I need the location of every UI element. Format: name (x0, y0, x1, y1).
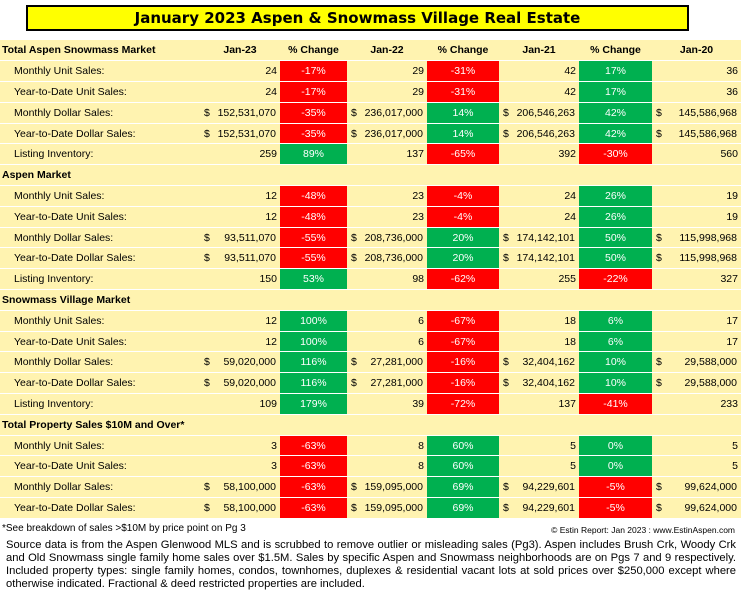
value-cell (200, 477, 280, 498)
row-label: Year-to-Date Dollar Sales: (0, 123, 200, 144)
row-label: Monthly Unit Sales: (0, 186, 200, 207)
pct-change-cell: 116% (280, 373, 347, 394)
value-cell: 24 (200, 82, 280, 103)
value-cell (347, 477, 427, 498)
value-cell: 6 (347, 310, 427, 331)
value-cell: 233 (652, 394, 741, 415)
currency-sign: $ (204, 252, 210, 265)
pct-change-cell: -48% (280, 206, 347, 227)
amount: 174,142,101 (516, 252, 575, 265)
amount: 32,404,162 (522, 356, 575, 369)
report-title: January 2023 Aspen & Snowmass Village Real Estate (26, 5, 689, 31)
value-cell (652, 227, 741, 248)
currency-sign: $ (656, 356, 662, 369)
table-row (0, 227, 741, 248)
table-row (0, 331, 741, 352)
currency-sign: $ (656, 377, 662, 390)
table-row (0, 144, 741, 165)
value-cell: 109 (200, 394, 280, 415)
pct-change-cell: 20% (427, 227, 499, 248)
value-cell (652, 373, 741, 394)
amount: 99,624,000 (684, 481, 737, 494)
currency-sign: $ (656, 106, 662, 119)
value-cell (499, 498, 579, 519)
table-row (0, 102, 741, 123)
table-row (0, 186, 741, 207)
value-cell: 39 (347, 394, 427, 415)
header-pct-1: % Change (280, 40, 347, 61)
value-cell: 8 (347, 456, 427, 477)
value-cell (499, 373, 579, 394)
pct-change-cell: -63% (280, 498, 347, 519)
row-label: Listing Inventory: (0, 394, 200, 415)
market-table (0, 40, 741, 519)
pct-change-cell: -5% (579, 477, 652, 498)
pct-change-cell: 69% (427, 477, 499, 498)
amount: 59,020,000 (223, 377, 276, 390)
value-cell (499, 227, 579, 248)
row-label: Monthly Unit Sales: (0, 435, 200, 456)
currency-sign: $ (204, 127, 210, 140)
value-cell: 5 (499, 456, 579, 477)
value-cell (200, 498, 280, 519)
pct-change-cell: -35% (280, 123, 347, 144)
table-row (0, 352, 741, 373)
amount: 58,100,000 (223, 481, 276, 494)
row-label: Year-to-Date Dollar Sales: (0, 248, 200, 269)
value-cell (347, 373, 427, 394)
value-cell (652, 477, 741, 498)
value-cell (652, 352, 741, 373)
value-cell (347, 352, 427, 373)
section-heading (0, 290, 741, 311)
pct-change-cell: -16% (427, 352, 499, 373)
value-cell: 137 (347, 144, 427, 165)
table-row (0, 61, 741, 82)
value-cell (347, 227, 427, 248)
amount: 152,531,070 (217, 106, 276, 119)
pct-change-cell: 42% (579, 123, 652, 144)
section-heading (0, 165, 741, 186)
row-label: Monthly Dollar Sales: (0, 352, 200, 373)
value-cell (499, 352, 579, 373)
pct-change-cell: 0% (579, 456, 652, 477)
table-row (0, 435, 741, 456)
currency-sign: $ (656, 481, 662, 494)
pct-change-cell: -17% (280, 61, 347, 82)
pct-change-cell: 53% (280, 269, 347, 290)
currency-sign: $ (204, 231, 210, 244)
table-row (0, 456, 741, 477)
currency-sign: $ (351, 127, 357, 140)
value-cell (347, 123, 427, 144)
source-note: Source data is from the Aspen Glenwood MLS and is scrubbed to remove outlier or misleading sales (Pg3). Aspen includes Brush Crk, Woody Crk and Old Snowmass single family home sales over $1.5M. Sales by specific Aspen and Snowmass neighborhoods are on Pgs 7 and 9 respectively. Included property types: single family homes, condos, townhomes, duplexes & residential vacant lots at sold prices over $250,000 except where otherwise indicated. Fractional & deed restricted properties are included. (6, 539, 736, 590)
table-row (0, 206, 741, 227)
pct-change-cell: -67% (427, 310, 499, 331)
amount: 115,998,968 (679, 231, 737, 244)
pct-change-cell: 100% (280, 331, 347, 352)
value-cell: 8 (347, 435, 427, 456)
currency-sign: $ (351, 356, 357, 369)
currency-sign: $ (351, 106, 357, 119)
value-cell: 17 (652, 310, 741, 331)
value-cell (652, 498, 741, 519)
pct-change-cell: 17% (579, 61, 652, 82)
amount: 208,736,000 (364, 231, 423, 244)
value-cell (499, 477, 579, 498)
pct-change-cell: 69% (427, 498, 499, 519)
value-cell: 29 (347, 61, 427, 82)
value-cell (652, 123, 741, 144)
section-title: Total Property Sales $10M and Over* (0, 414, 741, 435)
amount: 59,020,000 (223, 356, 276, 369)
value-cell: 36 (652, 61, 741, 82)
currency-sign: $ (656, 501, 662, 514)
amount: 145,586,968 (678, 106, 737, 119)
header-jan-22: Jan-22 (347, 40, 427, 61)
amount: 94,229,601 (522, 481, 575, 494)
row-label: Year-to-Date Unit Sales: (0, 331, 200, 352)
section-title: Snowmass Village Market (0, 290, 741, 311)
pct-change-cell: -41% (579, 394, 652, 415)
amount: 159,095,000 (364, 481, 423, 494)
amount: 236,017,000 (364, 127, 423, 140)
header-market: Total Aspen Snowmass Market (0, 40, 200, 61)
pct-change-cell: -5% (579, 498, 652, 519)
amount: 206,546,263 (516, 106, 575, 119)
currency-sign: $ (204, 377, 210, 390)
currency-sign: $ (204, 481, 210, 494)
table-row (0, 373, 741, 394)
value-cell: 327 (652, 269, 741, 290)
pct-change-cell: -35% (280, 102, 347, 123)
currency-sign: $ (351, 252, 357, 265)
table-row (0, 123, 741, 144)
pct-change-cell: 14% (427, 102, 499, 123)
value-cell: 24 (200, 61, 280, 82)
currency-sign: $ (204, 356, 210, 369)
currency-sign: $ (503, 106, 509, 119)
pct-change-cell: 42% (579, 102, 652, 123)
pct-change-cell: -30% (579, 144, 652, 165)
pct-change-cell: -63% (280, 435, 347, 456)
currency-sign: $ (351, 231, 357, 244)
amount: 208,736,000 (364, 252, 423, 265)
pct-change-cell: 10% (579, 373, 652, 394)
pct-change-cell: 0% (579, 435, 652, 456)
table-header (0, 40, 741, 61)
header-pct-3: % Change (579, 40, 652, 61)
value-cell: 19 (652, 186, 741, 207)
amount: 27,281,000 (370, 356, 423, 369)
table-row (0, 82, 741, 103)
section-heading (0, 414, 741, 435)
amount: 206,546,263 (516, 127, 575, 140)
currency-sign: $ (656, 231, 662, 244)
value-cell: 5 (499, 435, 579, 456)
credit-line: © Estin Report: Jan 2023 : www.EstinAspen.com (551, 525, 735, 535)
value-cell: 3 (200, 435, 280, 456)
header-jan-20: Jan-20 (652, 40, 741, 61)
amount: 152,531,070 (217, 127, 276, 140)
header-jan-23: Jan-23 (200, 40, 280, 61)
value-cell: 42 (499, 82, 579, 103)
pct-change-cell: -22% (579, 269, 652, 290)
value-cell: 23 (347, 206, 427, 227)
pct-change-cell: -55% (280, 227, 347, 248)
value-cell: 19 (652, 206, 741, 227)
value-cell: 42 (499, 61, 579, 82)
row-label: Year-to-Date Unit Sales: (0, 82, 200, 103)
amount: 93,511,070 (224, 231, 276, 244)
value-cell: 18 (499, 331, 579, 352)
pct-change-cell: 20% (427, 248, 499, 269)
value-cell: 259 (200, 144, 280, 165)
value-cell (652, 102, 741, 123)
pct-change-cell: -16% (427, 373, 499, 394)
amount: 159,095,000 (364, 501, 423, 514)
row-label: Monthly Unit Sales: (0, 310, 200, 331)
currency-sign: $ (503, 127, 509, 140)
currency-sign: $ (503, 231, 509, 244)
amount: 236,017,000 (364, 106, 423, 119)
value-cell: 5 (652, 456, 741, 477)
pct-change-cell: -65% (427, 144, 499, 165)
row-label: Year-to-Date Unit Sales: (0, 206, 200, 227)
value-cell (200, 248, 280, 269)
row-label: Listing Inventory: (0, 269, 200, 290)
row-label: Monthly Dollar Sales: (0, 477, 200, 498)
value-cell: 12 (200, 206, 280, 227)
value-cell (200, 227, 280, 248)
value-cell (347, 498, 427, 519)
currency-sign: $ (503, 356, 509, 369)
value-cell: 255 (499, 269, 579, 290)
currency-sign: $ (351, 501, 357, 514)
header-jan-21: Jan-21 (499, 40, 579, 61)
row-label: Monthly Dollar Sales: (0, 227, 200, 248)
pct-change-cell: 17% (579, 82, 652, 103)
value-cell: 24 (499, 206, 579, 227)
value-cell: 137 (499, 394, 579, 415)
value-cell: 5 (652, 435, 741, 456)
pct-change-cell: 6% (579, 310, 652, 331)
header-pct-2: % Change (427, 40, 499, 61)
pct-change-cell: -63% (280, 477, 347, 498)
amount: 174,142,101 (516, 231, 575, 244)
pct-change-cell: -55% (280, 248, 347, 269)
pct-change-cell: 179% (280, 394, 347, 415)
value-cell: 6 (347, 331, 427, 352)
pct-change-cell: 10% (579, 352, 652, 373)
amount: 145,586,968 (678, 127, 737, 140)
pct-change-cell: 100% (280, 310, 347, 331)
value-cell (200, 352, 280, 373)
pct-change-cell: -48% (280, 186, 347, 207)
pct-change-cell: 6% (579, 331, 652, 352)
value-cell: 12 (200, 331, 280, 352)
pct-change-cell: -72% (427, 394, 499, 415)
footnote: *See breakdown of sales >$10M by price point on Pg 3 (2, 523, 246, 534)
row-label: Year-to-Date Unit Sales: (0, 456, 200, 477)
value-cell: 23 (347, 186, 427, 207)
pct-change-cell: -4% (427, 186, 499, 207)
value-cell: 18 (499, 310, 579, 331)
value-cell: 98 (347, 269, 427, 290)
table-row (0, 248, 741, 269)
value-cell: 36 (652, 82, 741, 103)
value-cell: 24 (499, 186, 579, 207)
currency-sign: $ (656, 252, 662, 265)
currency-sign: $ (351, 377, 357, 390)
table-row (0, 394, 741, 415)
pct-change-cell: 60% (427, 435, 499, 456)
pct-change-cell: 14% (427, 123, 499, 144)
value-cell (347, 102, 427, 123)
row-label: Monthly Dollar Sales: (0, 102, 200, 123)
pct-change-cell: 60% (427, 456, 499, 477)
currency-sign: $ (503, 377, 509, 390)
pct-change-cell: 26% (579, 186, 652, 207)
currency-sign: $ (204, 501, 210, 514)
row-label: Listing Inventory: (0, 144, 200, 165)
pct-change-cell: -63% (280, 456, 347, 477)
value-cell (347, 248, 427, 269)
amount: 94,229,601 (522, 501, 575, 514)
value-cell: 392 (499, 144, 579, 165)
amount: 27,281,000 (370, 377, 423, 390)
value-cell (499, 123, 579, 144)
value-cell: 12 (200, 186, 280, 207)
value-cell: 150 (200, 269, 280, 290)
table-row (0, 310, 741, 331)
amount: 93,511,070 (224, 252, 276, 265)
pct-change-cell: 50% (579, 248, 652, 269)
row-label: Year-to-Date Dollar Sales: (0, 373, 200, 394)
currency-sign: $ (656, 127, 662, 140)
table-row (0, 477, 741, 498)
amount: 99,624,000 (684, 501, 737, 514)
value-cell (200, 123, 280, 144)
table-body (0, 61, 741, 519)
pct-change-cell: 89% (280, 144, 347, 165)
value-cell (200, 373, 280, 394)
pct-change-cell: -67% (427, 331, 499, 352)
value-cell: 12 (200, 310, 280, 331)
table-row (0, 498, 741, 519)
pct-change-cell: 116% (280, 352, 347, 373)
amount: 29,588,000 (684, 377, 737, 390)
section-title: Aspen Market (0, 165, 741, 186)
amount: 115,998,968 (679, 252, 737, 265)
row-label: Monthly Unit Sales: (0, 61, 200, 82)
value-cell: 17 (652, 331, 741, 352)
pct-change-cell: 26% (579, 206, 652, 227)
pct-change-cell: -17% (280, 82, 347, 103)
value-cell: 560 (652, 144, 741, 165)
value-cell: 3 (200, 456, 280, 477)
amount: 58,100,000 (223, 501, 276, 514)
currency-sign: $ (503, 501, 509, 514)
pct-change-cell: 50% (579, 227, 652, 248)
value-cell (499, 102, 579, 123)
pct-change-cell: -31% (427, 82, 499, 103)
currency-sign: $ (503, 252, 509, 265)
value-cell (652, 248, 741, 269)
table-row (0, 269, 741, 290)
value-cell (200, 102, 280, 123)
pct-change-cell: -4% (427, 206, 499, 227)
row-label: Year-to-Date Dollar Sales: (0, 498, 200, 519)
pct-change-cell: -62% (427, 269, 499, 290)
value-cell: 29 (347, 82, 427, 103)
value-cell (499, 248, 579, 269)
currency-sign: $ (503, 481, 509, 494)
amount: 32,404,162 (522, 377, 575, 390)
currency-sign: $ (204, 106, 210, 119)
amount: 29,588,000 (684, 356, 737, 369)
currency-sign: $ (351, 481, 357, 494)
pct-change-cell: -31% (427, 61, 499, 82)
